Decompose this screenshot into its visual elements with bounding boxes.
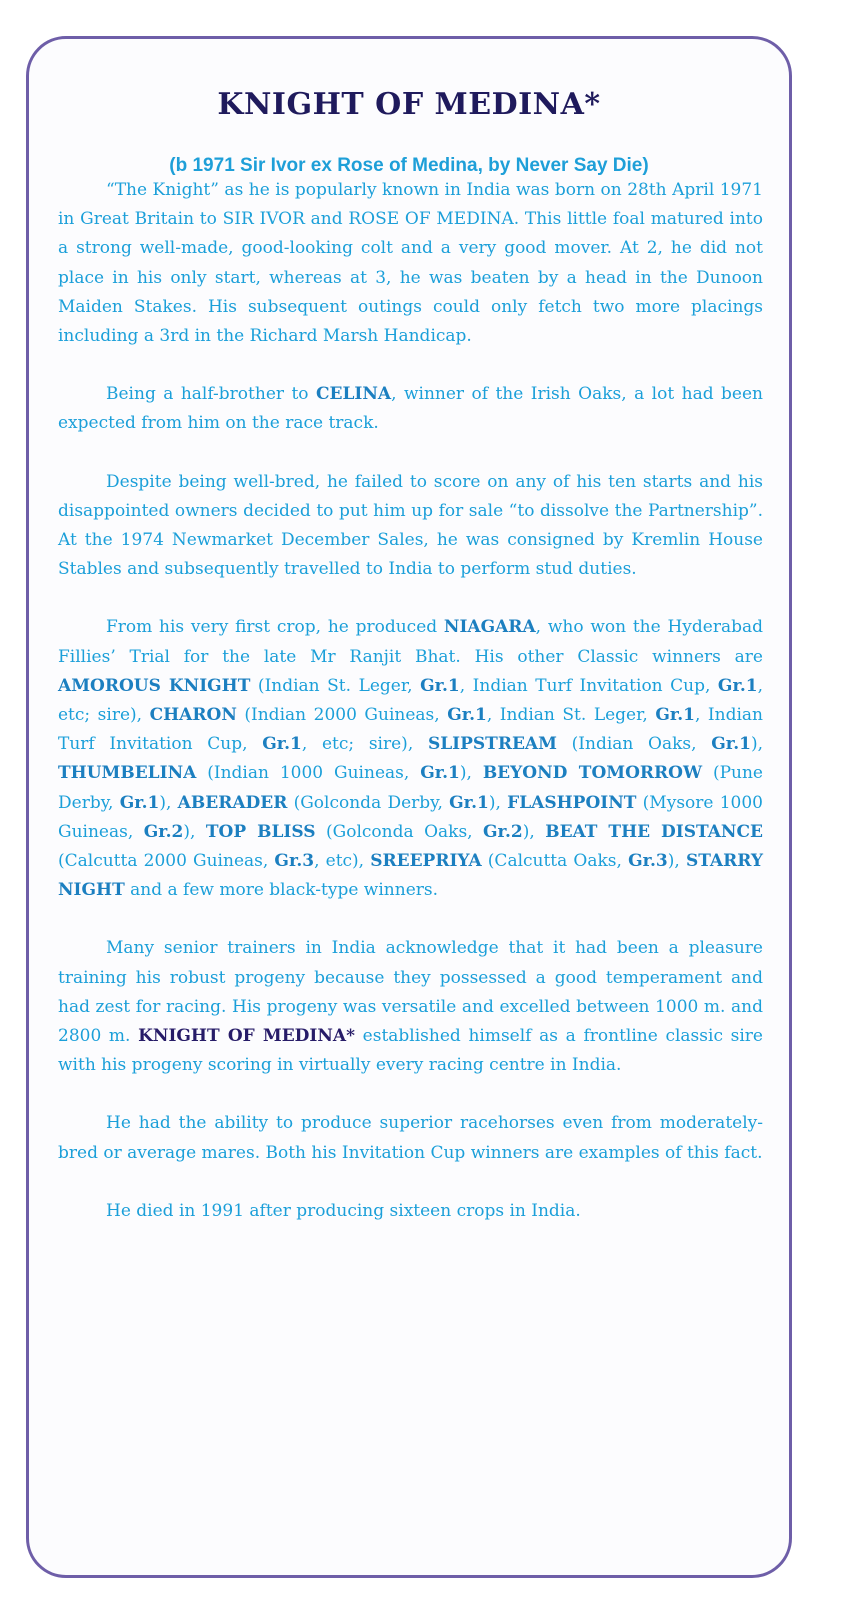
horse-name: NIAGARA <box>443 617 536 638</box>
horse-name: TOP BLISS <box>205 821 316 842</box>
article-body <box>58 176 763 1226</box>
horse-name: KNIGHT OF MEDINA* <box>138 1026 355 1047</box>
grade-label: Gr.2 <box>143 821 184 842</box>
horse-name: ABERADER <box>177 792 288 813</box>
grade-label: Gr.1 <box>447 705 487 726</box>
grade-label: Gr.1 <box>262 734 302 755</box>
grade-label: Gr.1 <box>420 763 460 784</box>
grade-label: Gr.3 <box>274 851 315 872</box>
grade-label: Gr.1 <box>717 675 758 696</box>
horse-name: FLASHPOINT <box>507 792 637 813</box>
grade-label: Gr.1 <box>420 675 460 696</box>
paragraph-birth: “The Knight” as he is popularly known in India was born on 28th April 1971 in Great Britain to SIR IVOR and ROSE OF MEDINA. This little foal matured into a strong well-made, good-looking colt and a very good mover. At 2, he did not place in his only start, whereas at 3, he was beaten by a head in the Dunoon Maiden Stakes. His subsequent outings could only fetch two more placings including a 3rd in the Richard Marsh Handicap. <box>58 180 763 347</box>
horse-name: SREEPRIYA <box>370 851 482 872</box>
paragraph-sale: Despite being well-bred, he failed to score on any of his ten starts and his disappointed owners decided to put him up for sale “to dissolve the Partnership”. At the 1974 Newmarket December Sales, he was consigned by Kremlin House Stables and subsequently travelled to India to perform stud duties. <box>58 471 763 580</box>
horse-name: AMOROUS KNIGHT <box>58 675 251 696</box>
horse-name: THUMBELINA <box>58 763 197 784</box>
horse-name: CHARON <box>149 705 237 726</box>
horse-name: STARRY NIGHT <box>58 851 763 901</box>
paragraph-sibling: Being a half-brother to CELINA, winner of the Irish Oaks, a lot had been expected from him on the race track. <box>58 384 763 434</box>
paragraph-ability: He had the ability to produce superior racehorses even from moderately-bred or average mares. Both his Invitation Cup winners are examples of this fact. <box>58 1113 763 1163</box>
grade-label: Gr.1 <box>655 705 695 726</box>
grade-label: Gr.1 <box>449 792 489 813</box>
page-title: KNIGHT OF MEDINA* <box>217 87 601 122</box>
horse-name: SLIPSTREAM <box>427 734 557 755</box>
grade-label: Gr.2 <box>483 821 523 842</box>
horse-name: BEYOND TOMORROW <box>482 763 703 784</box>
paragraph-death: He died in 1991 after producing sixteen crops in India. <box>106 1200 581 1221</box>
horse-name: BEAT THE DISTANCE <box>545 821 763 842</box>
paragraph-trainers: Many senior trainers in India acknowledge that it had been a pleasure training his robust progeny because they possessed a good temperament and had zest for racing. His progeny was versatile and excelled between 1000 m. and 2800 m. KNIGHT OF MEDINA* established himself as a frontline classic sire with his progeny scoring in virtually every racing centre in India. <box>58 938 763 1076</box>
paragraph-progeny: From his very first crop, he produced NIAGARA, who won the Hyderabad Fillies’ Trial for the late Mr Ranjit Bhat. His other Classic winners are AMOROUS KNIGHT (Indian St. Leger, Gr.1, Indian Turf Invitation Cup, Gr.1, etc; sire), CHARON (Indian 2000 Guineas, Gr.1, Indian St. Leger, Gr.1, Indian Turf Invitation Cup, Gr.1, etc; sire), SLIPSTREAM (Indian Oaks, Gr.1), THUMBELINA (Indian 1000 Guineas, Gr.1), BEYOND TOMORROW (Pune Derby, Gr.1), ABERADER (Golconda Derby, Gr.1), FLASHPOINT (Mysore 1000 Guineas, Gr.2), TOP BLISS (Golconda Oaks, Gr.2), BEAT THE DISTANCE (Calcutta 2000 Guineas, Gr.3, etc), SREEPRIYA (Calcutta Oaks, Gr.3), STARRY NIGHT and a few more black-type winners. <box>58 617 763 901</box>
grade-label: Gr.1 <box>119 792 160 813</box>
horse-name: CELINA <box>315 384 392 405</box>
pedigree-subtitle: (b 1971 Sir Ivor ex Rose of Medina, by Never Say Die) <box>169 155 649 176</box>
grade-label: Gr.1 <box>711 734 751 755</box>
grade-label: Gr.3 <box>628 851 668 872</box>
